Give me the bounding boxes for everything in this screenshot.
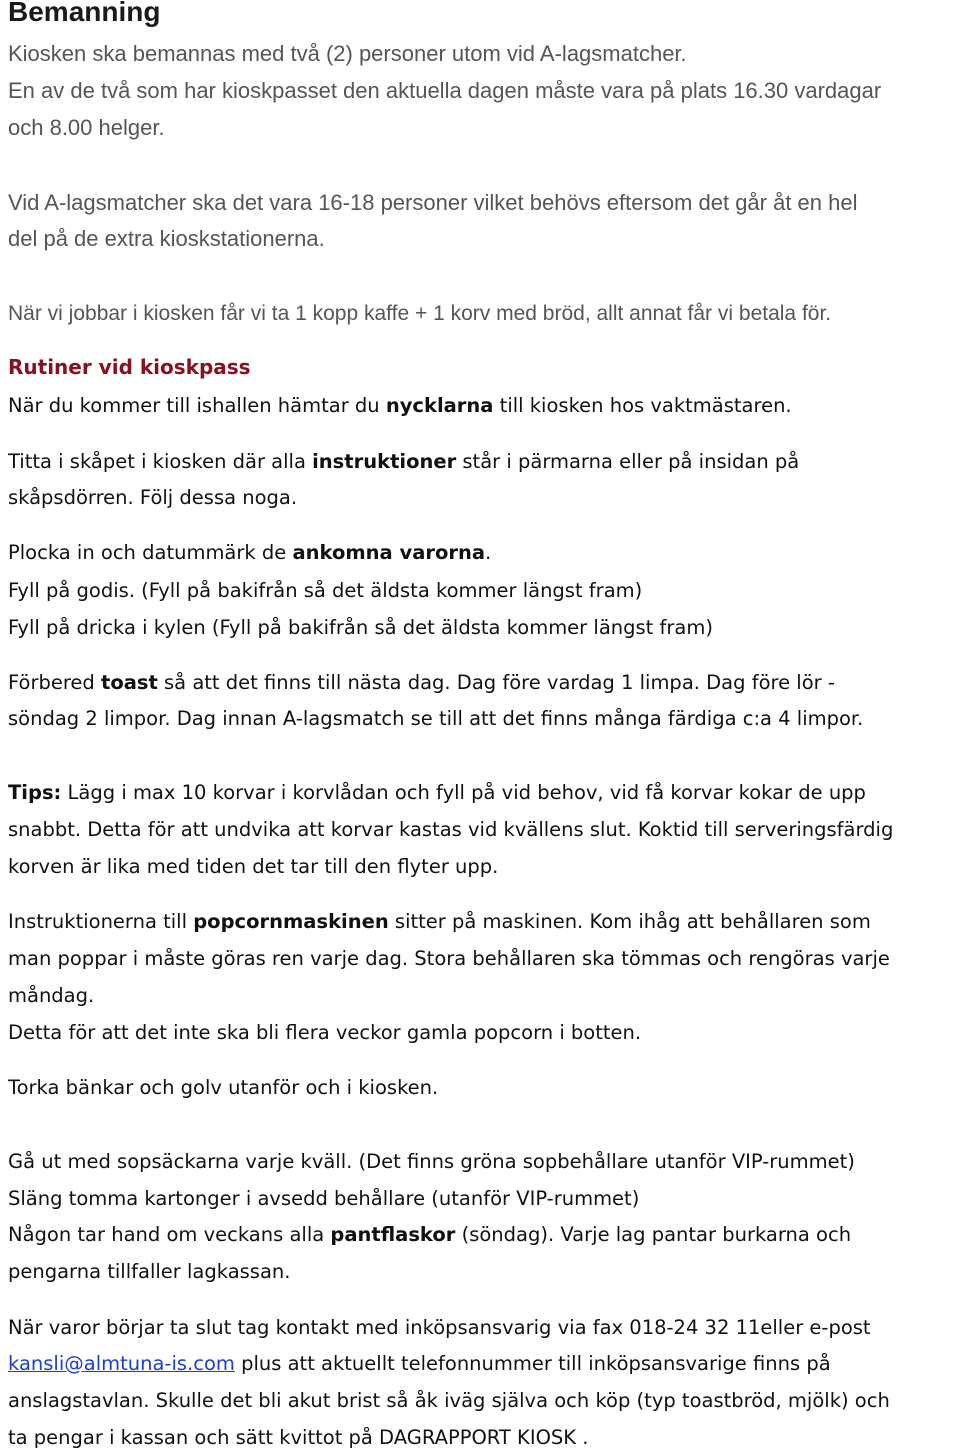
contact-paragraph-cont: kansli@almtuna-is.com plus att aktuellt telefonnummer till inköpsansvarige finns på bbox=[8, 1352, 831, 1375]
goods-paragraph: Plocka in och datummärk de ankomna varorna. bbox=[8, 541, 492, 564]
contact-paragraph: När varor börjar ta slut tag kontakt med inköpsansvarig via fax 018-24 32 11eller e-post bbox=[8, 1316, 871, 1339]
intro-line: del på de extra kioskstationerna. bbox=[8, 226, 325, 251]
section-heading: Rutiner vid kioskpass bbox=[8, 355, 251, 379]
toast-paragraph: Förbered toast så att det finns till nästa dag. Dag före vardag 1 limpa. Dag före lör - bbox=[8, 671, 835, 694]
tips-paragraph-cont: korven är lika med tiden det tar till den flyter upp. bbox=[8, 855, 499, 878]
intro-line: En av de två som har kioskpasset den aktuella dagen måste vara på plats 16.30 vardagar bbox=[8, 78, 882, 103]
intro-line: Vid A-lagsmatcher ska det vara 16-18 personer vilket behövs eftersom det går åt en hel bbox=[8, 190, 858, 215]
email-link[interactable]: kansli@almtuna-is.com bbox=[8, 1352, 235, 1375]
keys-paragraph: När du kommer till ishallen hämtar du nycklarna till kiosken hos vaktmästaren. bbox=[8, 394, 792, 417]
pant-paragraph: Någon tar hand om veckans alla pantflaskor (söndag). Varje lag pantar burkarna och bbox=[8, 1223, 852, 1246]
tips-paragraph-cont: snabbt. Detta för att undvika att korvar kastas vid kvällens slut. Koktid till serveringsfärdig bbox=[8, 818, 894, 841]
candy-paragraph: Fyll på godis. (Fyll på bakifrån så det äldsta kommer längst fram) bbox=[8, 579, 643, 602]
popcorn-paragraph-cont: måndag. bbox=[8, 984, 95, 1007]
cabinet-paragraph-cont: skåpsdörren. Följ dessa noga. bbox=[8, 486, 298, 509]
contact-paragraph-cont: anslagstavlan. Skulle det bli akut brist så åk iväg själva och köp (typ toastbröd, mjölk) och bbox=[8, 1389, 890, 1412]
tips-paragraph: Tips: Lägg i max 10 korvar i korvlådan och fyll på vid behov, vid få korvar kokar de upp bbox=[8, 781, 866, 804]
intro-line: och 8.00 helger. bbox=[8, 115, 165, 140]
contact-paragraph-cont: ta pengar i kassan och sätt kvittot på DAGRAPPORT KIOSK . bbox=[8, 1426, 589, 1449]
toast-paragraph-cont: söndag 2 limpor. Dag innan A-lagsmatch se till att det finns många färdiga c:a 4 limpor. bbox=[8, 707, 864, 730]
popcorn-paragraph: Instruktionerna till popcornmaskinen sitter på maskinen. Kom ihåg att behållaren som bbox=[8, 910, 871, 933]
cabinet-paragraph: Titta i skåpet i kiosken där alla instruktioner står i pärmarna eller på insidan på bbox=[8, 450, 800, 473]
coffee-rule: När vi jobbar i kiosken får vi ta 1 kopp kaffe + 1 korv med bröd, allt annat får vi betala för. bbox=[8, 302, 832, 325]
wipe-paragraph: Torka bänkar och golv utanför och i kiosken. bbox=[8, 1076, 439, 1099]
popcorn-paragraph-cont: man poppar i måste göras ren varje dag. Stora behållaren ska tömmas och rengöras varje bbox=[8, 947, 890, 970]
boxes-paragraph: Släng tomma kartonger i avsedd behållare (utanför VIP-rummet) bbox=[8, 1187, 640, 1210]
popcorn-paragraph-cont: Detta för att det inte ska bli flera veckor gamla popcorn i botten. bbox=[8, 1021, 642, 1044]
page-title: Bemanning bbox=[8, 0, 161, 27]
drinks-paragraph: Fyll på dricka i kylen (Fyll på bakifrån så det äldsta kommer längst fram) bbox=[8, 616, 713, 639]
pant-paragraph-cont: pengarna tillfaller lagkassan. bbox=[8, 1260, 291, 1283]
intro-line: Kiosken ska bemannas med två (2) personer utom vid A-lagsmatcher. bbox=[8, 41, 687, 66]
trash-paragraph: Gå ut med sopsäckarna varje kväll. (Det finns gröna sopbehållare utanför VIP-rummet) bbox=[8, 1150, 855, 1173]
